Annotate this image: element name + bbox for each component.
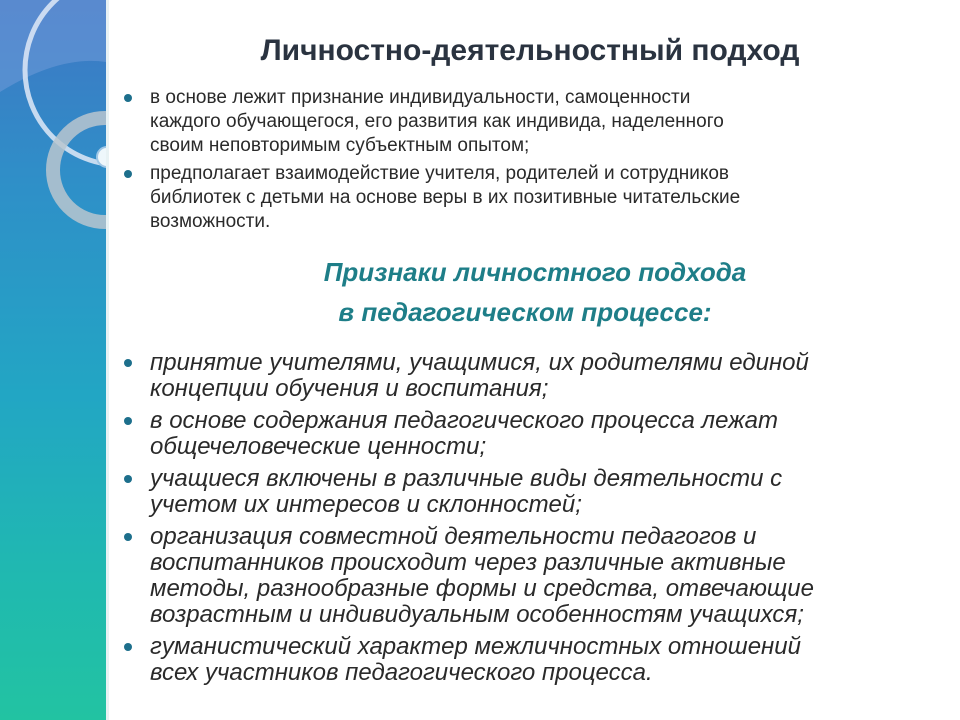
sign-item-line: организация совместной деятельности педагогов и — [150, 523, 757, 550]
sign-item — [124, 350, 934, 408]
subtitle-line: Признаки личностного подхода — [323, 257, 747, 287]
decorative-circles — [0, 0, 106, 720]
bullet-icon — [124, 475, 132, 483]
sign-item-line: всех участников педагогического процесса. — [150, 659, 653, 686]
intro-list — [124, 86, 924, 234]
intro-item-line: в основе лежит признание индивидуальности, самоценности — [150, 87, 691, 108]
sidebar-edge-line — [106, 0, 109, 720]
sign-item-line: возрастным и индивидуальным особенностям учащихся; — [150, 601, 804, 628]
signs-list — [124, 350, 934, 686]
intro-item-line: библиотек с детьми на основе веры в их позитивные читательские — [150, 187, 741, 208]
sign-item-line: воспитанников происходит через различные активные — [150, 549, 786, 576]
sign-item-line: учащиеся включены в различные виды деятельности с — [150, 465, 783, 492]
intro-item — [124, 86, 924, 158]
decorative-sidebar — [0, 0, 106, 720]
intro-item — [124, 162, 924, 234]
bullet-icon — [124, 417, 132, 425]
sign-item-line: учетом их интересов и склонностей; — [150, 491, 582, 518]
slide-title: Личностно-деятельностный подход — [260, 34, 800, 67]
sign-item — [124, 408, 934, 466]
sign-item-line: гуманистический характер межличностных отношений — [150, 633, 801, 660]
sign-item — [124, 634, 934, 686]
sign-item-line: методы, разнообразные формы и средства, отвечающие — [150, 575, 814, 602]
sign-item-line: общечеловеческие ценности; — [150, 433, 487, 460]
section-subtitle — [140, 252, 930, 332]
sign-item-line: в основе содержания педагогического процесса лежат — [150, 407, 778, 434]
sign-item — [124, 524, 934, 634]
sign-item-line: концепции обучения и воспитания; — [150, 375, 549, 402]
subtitle-line: в педагогическом процессе: — [338, 297, 712, 327]
bullet-icon — [124, 643, 132, 651]
bullet-icon — [124, 359, 132, 367]
intro-item-line: возможности. — [150, 211, 271, 232]
bullet-icon — [124, 533, 132, 541]
intro-item-line: предполагает взаимодействие учителя, родителей и сотрудников — [150, 163, 729, 184]
bullet-icon — [124, 94, 132, 102]
sign-item — [124, 466, 934, 524]
intro-item-line: каждого обучающегося, его развития как индивида, наделенного — [150, 111, 724, 132]
bullet-icon — [124, 170, 132, 178]
gray-ring — [53, 118, 106, 222]
intro-item-line: своим неповторимым субъектным опытом; — [150, 135, 530, 156]
corner-shape — [0, 0, 106, 92]
sign-item-line: принятие учителями, учащимися, их родителями единой — [150, 349, 809, 376]
